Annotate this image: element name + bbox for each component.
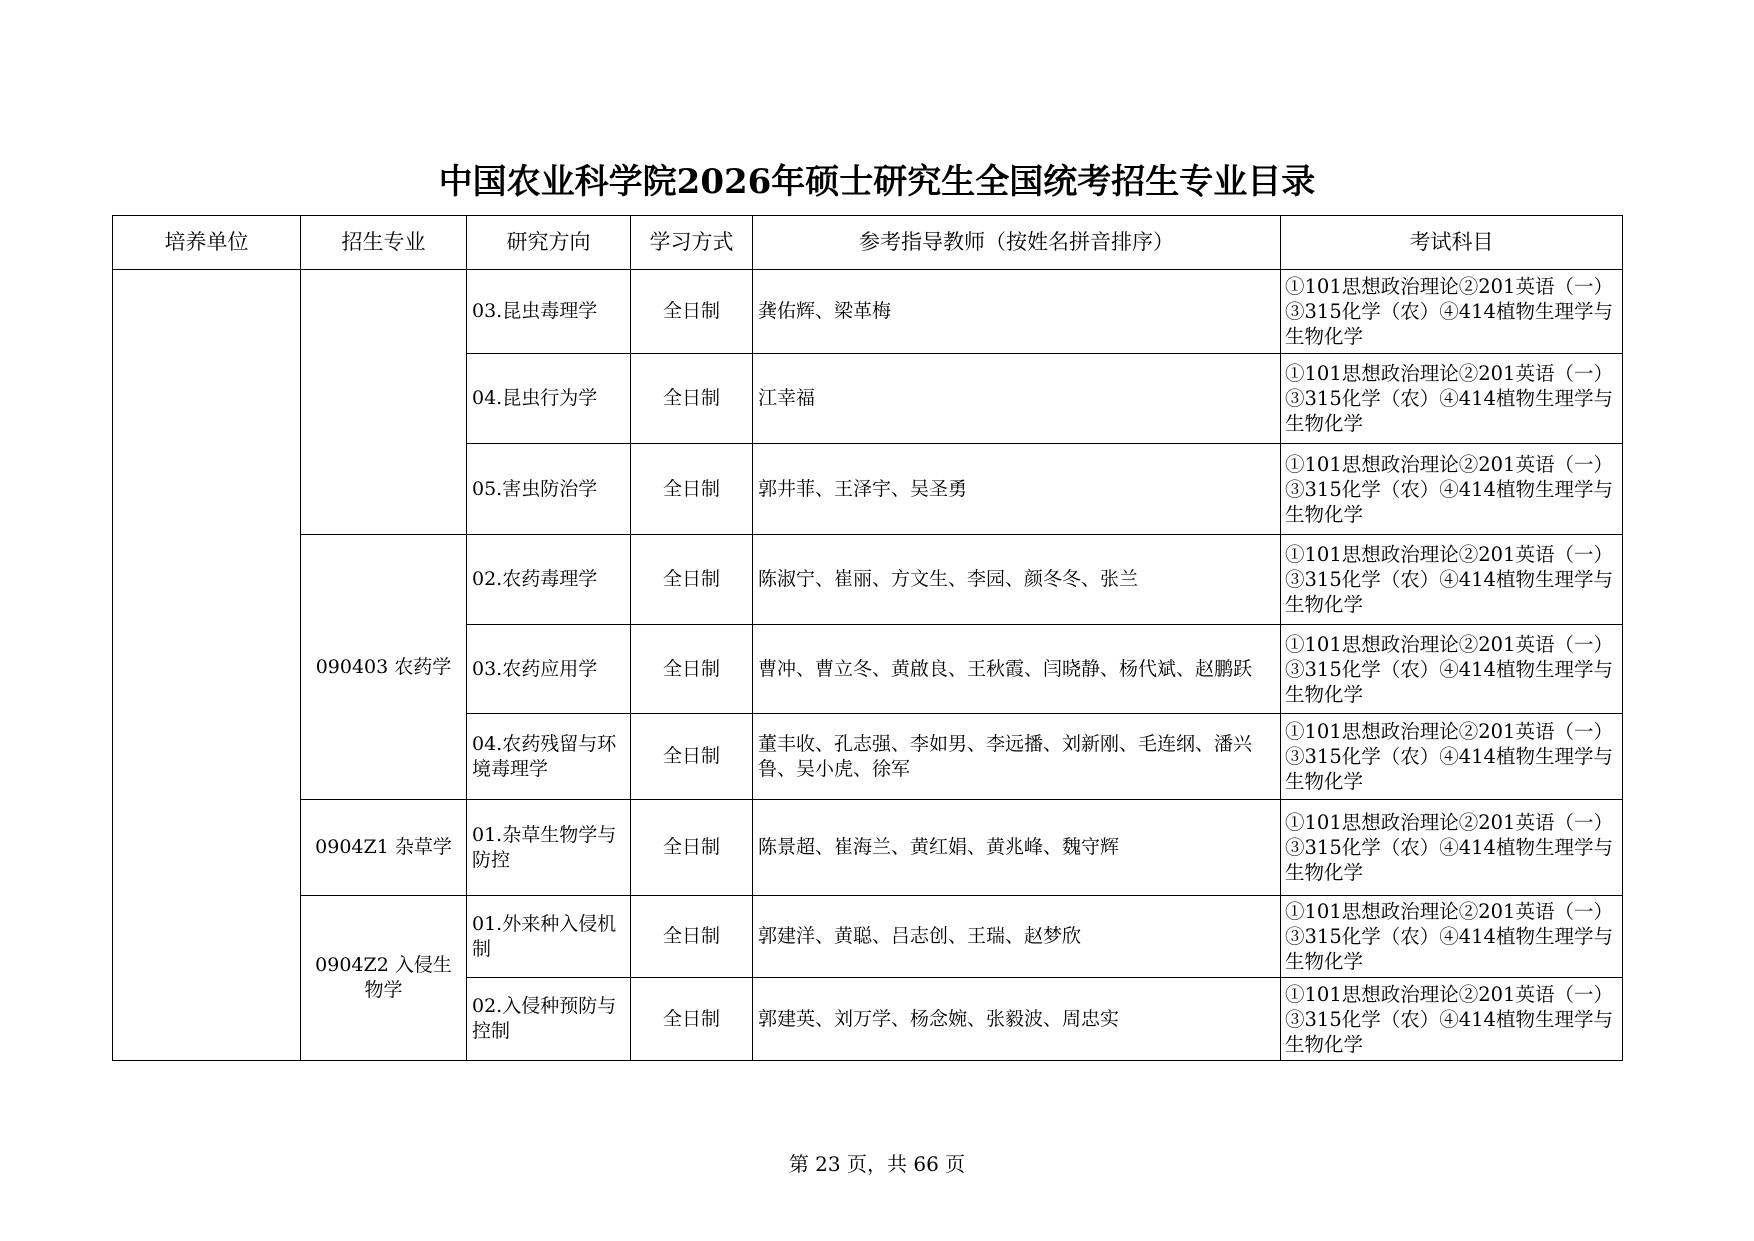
page-title: 中国农业科学院2026年硕士研究生全国统考招生专业目录 bbox=[438, 162, 1316, 202]
direction-cell: 02.农药毒理学 bbox=[467, 535, 631, 625]
header-exam: 考试科目 bbox=[1281, 216, 1623, 270]
exam-cell: ①101思想政治理论②201英语（一）③315化学（农）④414植物生理学与生物化学 bbox=[1281, 444, 1623, 535]
table-row bbox=[113, 800, 1623, 896]
direction-cell: 03.农药应用学 bbox=[467, 625, 631, 714]
exam-cell: ①101思想政治理论②201英语（一）③315化学（农）④414植物生理学与生物化学 bbox=[1281, 270, 1623, 354]
exam-cell: ①101思想政治理论②201英语（一）③315化学（农）④414植物生理学与生物化学 bbox=[1281, 625, 1623, 714]
exam-cell: ①101思想政治理论②201英语（一）③315化学（农）④414植物生理学与生物化学 bbox=[1281, 714, 1623, 800]
major-cell: 0904Z1 杂草学 bbox=[301, 800, 467, 896]
unit-cell bbox=[113, 270, 301, 1061]
mode-cell: 全日制 bbox=[631, 535, 753, 625]
header-major: 招生专业 bbox=[301, 216, 467, 270]
table-row bbox=[113, 896, 1623, 978]
mode-cell: 全日制 bbox=[631, 896, 753, 978]
direction-cell: 02.入侵种预防与控制 bbox=[467, 978, 631, 1061]
advisors-cell: 陈景超、崔海兰、黄红娟、黄兆峰、魏守辉 bbox=[753, 800, 1281, 896]
admissions-catalog-table bbox=[112, 215, 1623, 1061]
table-row bbox=[113, 535, 1623, 625]
direction-cell: 03.昆虫毒理学 bbox=[467, 270, 631, 354]
advisors-cell: 郭井菲、王泽宇、吴圣勇 bbox=[753, 444, 1281, 535]
header-row bbox=[113, 216, 1623, 270]
advisors-cell: 郭建洋、黄聪、吕志创、王瑞、赵梦欣 bbox=[753, 896, 1281, 978]
major-cell: 090403 农药学 bbox=[301, 535, 467, 800]
mode-cell: 全日制 bbox=[631, 270, 753, 354]
direction-cell: 04.农药残留与环境毒理学 bbox=[467, 714, 631, 800]
major-cell: 0904Z2 入侵生物学 bbox=[301, 896, 467, 1061]
page-number: 第 23 页，共 66 页 bbox=[788, 1152, 966, 1176]
advisors-cell: 陈淑宁、崔丽、方文生、李园、颜冬冬、张兰 bbox=[753, 535, 1281, 625]
header-advisors: 参考指导教师（按姓名拼音排序） bbox=[753, 216, 1281, 270]
exam-cell: ①101思想政治理论②201英语（一）③315化学（农）④414植物生理学与生物化学 bbox=[1281, 535, 1623, 625]
advisors-cell: 龚佑辉、梁革梅 bbox=[753, 270, 1281, 354]
direction-cell: 05.害虫防治学 bbox=[467, 444, 631, 535]
advisors-cell: 江幸福 bbox=[753, 354, 1281, 444]
direction-cell: 01.杂草生物学与防控 bbox=[467, 800, 631, 896]
exam-cell: ①101思想政治理论②201英语（一）③315化学（农）④414植物生理学与生物化学 bbox=[1281, 896, 1623, 978]
mode-cell: 全日制 bbox=[631, 800, 753, 896]
advisors-cell: 曹冲、曹立冬、黄啟良、王秋霞、闫晓静、杨代斌、赵鹏跃 bbox=[753, 625, 1281, 714]
direction-cell: 04.昆虫行为学 bbox=[467, 354, 631, 444]
mode-cell: 全日制 bbox=[631, 714, 753, 800]
exam-cell: ①101思想政治理论②201英语（一）③315化学（农）④414植物生理学与生物化学 bbox=[1281, 800, 1623, 896]
major-cell bbox=[301, 270, 467, 535]
header-unit: 培养单位 bbox=[113, 216, 301, 270]
table-row bbox=[113, 270, 1623, 354]
mode-cell: 全日制 bbox=[631, 625, 753, 714]
direction-cell: 01.外来种入侵机制 bbox=[467, 896, 631, 978]
advisors-cell: 郭建英、刘万学、杨念婉、张毅波、周忠实 bbox=[753, 978, 1281, 1061]
exam-cell: ①101思想政治理论②201英语（一）③315化学（农）④414植物生理学与生物化学 bbox=[1281, 354, 1623, 444]
mode-cell: 全日制 bbox=[631, 354, 753, 444]
header-mode: 学习方式 bbox=[631, 216, 753, 270]
advisors-cell: 董丰收、孔志强、李如男、李远播、刘新刚、毛连纲、潘兴鲁、吴小虎、徐军 bbox=[753, 714, 1281, 800]
exam-cell: ①101思想政治理论②201英语（一）③315化学（农）④414植物生理学与生物化学 bbox=[1281, 978, 1623, 1061]
mode-cell: 全日制 bbox=[631, 978, 753, 1061]
mode-cell: 全日制 bbox=[631, 444, 753, 535]
header-direction: 研究方向 bbox=[467, 216, 631, 270]
